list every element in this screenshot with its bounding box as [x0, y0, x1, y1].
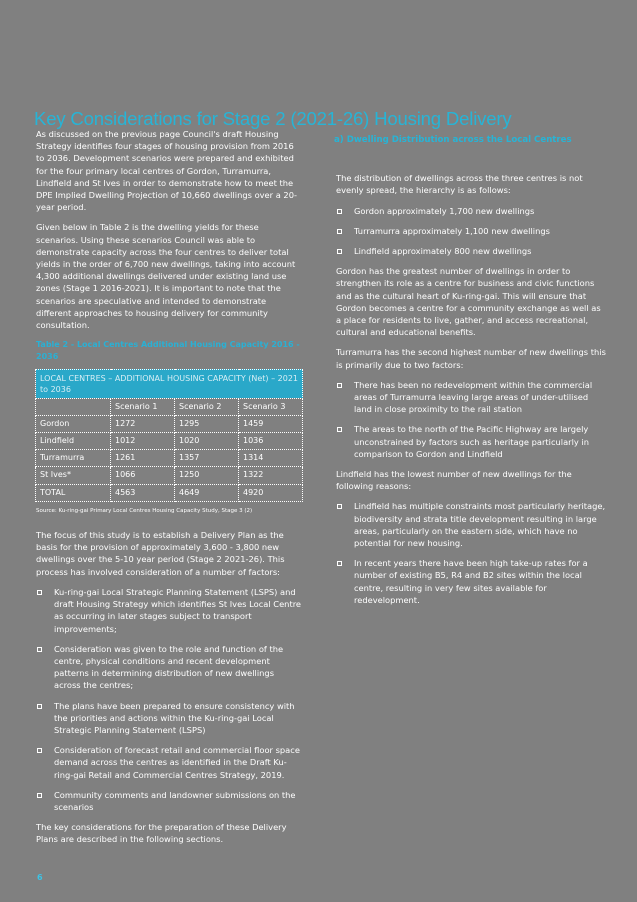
- table-cell: 4920: [239, 484, 303, 501]
- table-banner: LOCAL CENTRES – ADDITIONAL HOUSING CAPACITY (Net) – 2021 to 2036: [36, 369, 303, 398]
- list-item: The plans have been prepared to ensure consistency with the priorities and actions within the Ku-ring-gai Local Strategic Planning Statement (LSPS): [36, 700, 302, 737]
- list-item: Consideration was given to the role and function of the centre, physical conditions and recent development patterns in determining distribution of new dwellings across the centres;: [36, 643, 302, 692]
- table-header: Scenario 2: [175, 398, 239, 415]
- factors-list: [36, 586, 302, 813]
- list-item: In recent years there have been high take-up rates for a number of existing B5, R4 and B2 sites within the local centre, resulting in very few sites available for redevelopment.: [336, 557, 606, 606]
- table-header: [36, 398, 111, 415]
- table-cell: Turramurra: [36, 450, 111, 467]
- table-caption: Table 2 - Local Centres Additional Housing Capacity 2016 - 2036: [36, 340, 300, 362]
- right-column: [336, 128, 606, 614]
- table-cell: 1012: [111, 433, 175, 450]
- table-cell: 1295: [175, 415, 239, 432]
- table-cell: 1261: [111, 450, 175, 467]
- table-row: [36, 467, 303, 484]
- table-cell: 1272: [111, 415, 175, 432]
- gordon-paragraph: Gordon has the greatest number of dwellings in order to strengthen its role as a centre for business and civic functions and as the cultural heart of Ku-ring-gai. This will ensure that Gordon becomes a centre for a community exchange as well as a place for residents to live, gather, and access recreational, cultural and educational benefits.: [336, 266, 601, 338]
- table-header: Scenario 1: [111, 398, 175, 415]
- table-row-total: [36, 484, 303, 501]
- table-cell: 1066: [111, 467, 175, 484]
- list-item: There has been no redevelopment within the commercial areas of Turramurra leaving large areas of under-utilised land in close proximity to the rail station: [336, 379, 606, 416]
- turramurra-list: [336, 379, 606, 460]
- turramurra-paragraph: Turramurra has the second highest number of new dwellings this is primarily due to two factors:: [336, 347, 606, 370]
- table-cell: St Ives*: [36, 467, 111, 484]
- table-row: [36, 450, 303, 467]
- table-cell: 1036: [239, 433, 303, 450]
- lindfield-paragraph: Lindfield has the lowest number of new dwellings for the following reasons:: [336, 469, 572, 492]
- table-source: Source: Ku-ring-gai Primary Local Centres Housing Capacity Study, Stage 3 (2): [36, 507, 253, 514]
- list-item: Consideration of forecast retail and commercial floor space demand across the centres as identified in the Draft Ku-ring-gai Retail and Commercial Centres Strategy, 2019.: [36, 744, 302, 781]
- table-cell: 4563: [111, 484, 175, 501]
- closing-paragraph: The key considerations for the preparation of these Delivery Plans are described in the following sections.: [36, 822, 287, 845]
- centres-list: [336, 205, 606, 258]
- table-cell: 1322: [239, 467, 303, 484]
- list-item: Community comments and landowner submissions on the scenarios: [36, 789, 302, 813]
- list-item: Gordon approximately 1,700 new dwellings: [336, 205, 606, 217]
- list-item: Ku-ring-gai Local Strategic Planning Statement (LSPS) and draft Housing Strategy which identifies St Ives Local Centre as occurring in later stages subject to transport improvements;: [36, 586, 302, 635]
- intro-paragraph: As discussed on the previous page Council's draft Housing Strategy identifies four stages of housing provision from 2016 to 2036. Development scenarios were prepared and exhibited for the four primary local centres of Gordon, Turramurra, Lindfield and St Ives in order to demonstrate how to meet the DPE Implied Dwelling Projection of 10,660 dwellings over a 20-year period.: [36, 129, 297, 213]
- table-cell: TOTAL: [36, 484, 111, 501]
- table-cell: 1020: [175, 433, 239, 450]
- table-header-row: [36, 398, 303, 415]
- list-item: Lindfield approximately 800 new dwellings: [336, 245, 606, 257]
- lindfield-list: [336, 500, 606, 606]
- distribution-intro: The distribution of dwellings across the three centres is not evenly spread, the hierarchy is as follows:: [336, 173, 583, 196]
- left-column: [36, 128, 302, 854]
- focus-paragraph: The focus of this study is to establish a Delivery Plan as the basis for the provision of approximately 3,600 - 3,800 new dwellings over the 5-10 year period (Stage 2 2021-26). This process has involved consideration of a number of factors:: [36, 530, 285, 577]
- table-cell: Lindfield: [36, 433, 111, 450]
- table-row: [36, 433, 303, 450]
- table-cell: 4649: [175, 484, 239, 501]
- section-heading: a) Dwelling Distribution across the Local Centres: [334, 135, 572, 145]
- table-cell: 1357: [175, 450, 239, 467]
- list-item: Turramurra approximately 1,100 new dwellings: [336, 225, 606, 237]
- table-cell: 1459: [239, 415, 303, 432]
- table-row: [36, 415, 303, 432]
- housing-capacity-table: [35, 369, 303, 502]
- page-number: 6: [37, 873, 43, 882]
- page-title: Key Considerations for Stage 2 (2021-26) Housing Delivery: [34, 108, 512, 130]
- scenarios-paragraph: Given below in Table 2 is the dwelling yields for these scenarios. Using these scenarios Council was able to demonstrate capacity across the four centres to deliver total yields in the order of 6,700 new dwellings, taking into account 4,300 additional dwellings delivered under existing land use zones (Stage 1 2016-2021). It is important to note that the scenarios are speculative and intended to demonstrate different approaches to housing delivery for community consultation.: [36, 222, 296, 331]
- table-header: Scenario 3: [239, 398, 303, 415]
- list-item: The areas to the north of the Pacific Highway are largely unconstrained by factors such as heritage particularly in comparison to Gordon and Lindfield: [336, 423, 606, 460]
- table-cell: 1314: [239, 450, 303, 467]
- table-cell: Gordon: [36, 415, 111, 432]
- table-cell: 1250: [175, 467, 239, 484]
- list-item: Lindfield has multiple constraints most particularly heritage, biodiversity and strata title development resulting in large areas, particularly on the eastern side, which have no potential for new housing.: [336, 500, 606, 549]
